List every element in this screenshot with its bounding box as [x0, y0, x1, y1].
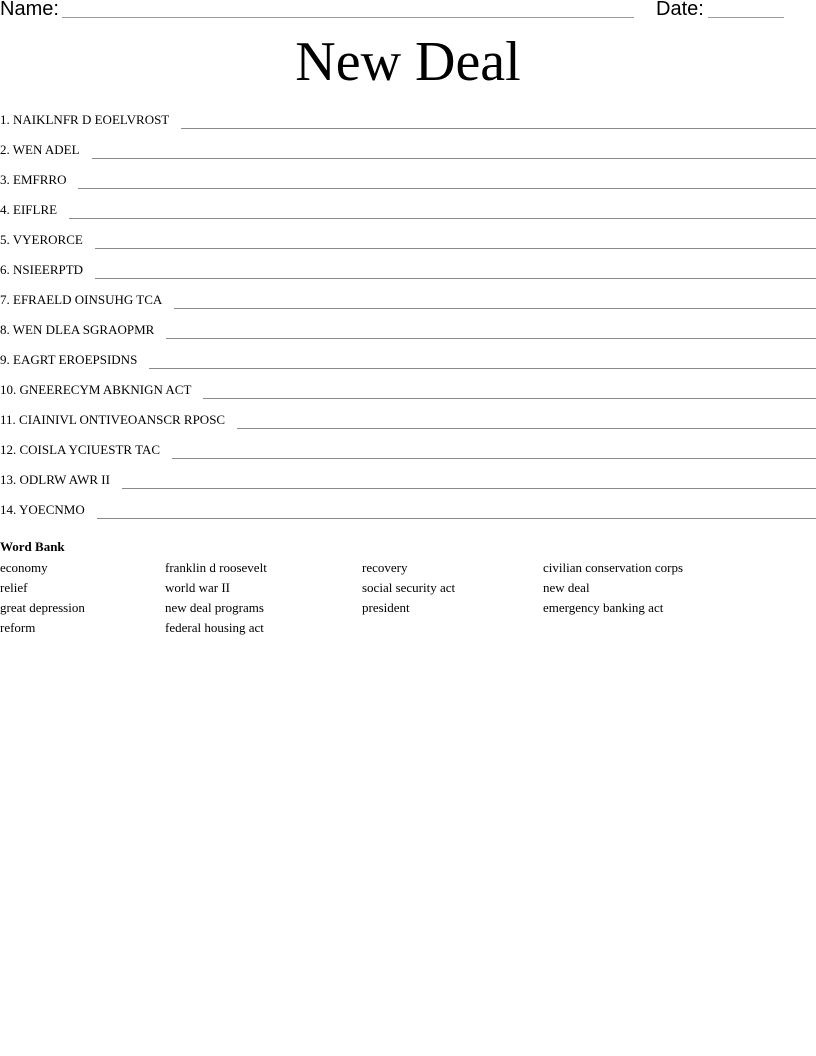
- question-row: [0, 140, 816, 170]
- word-bank-item: franklin d roosevelt: [165, 560, 267, 575]
- word-bank-grid: [0, 558, 816, 648]
- scrambled-word: 10. GNEERECYM ABKNIGN ACT: [0, 382, 192, 397]
- word-bank-column: [362, 558, 455, 618]
- scrambled-word: 9. EAGRT EROEPSIDNS: [0, 352, 138, 367]
- word-bank-item: civilian conservation corps: [543, 560, 684, 575]
- word-bank-item: economy: [0, 560, 48, 575]
- page-title: New Deal: [295, 31, 521, 93]
- name-field[interactable]: [62, 17, 634, 18]
- answer-line[interactable]: [69, 200, 816, 219]
- answer-line[interactable]: [78, 170, 816, 189]
- scrambled-word: 13. ODLRW AWR II: [0, 472, 110, 487]
- answer-line[interactable]: [95, 260, 816, 279]
- answer-line[interactable]: [174, 290, 816, 309]
- answer-line[interactable]: [172, 440, 816, 459]
- question-row: [0, 170, 816, 200]
- question-row: [0, 440, 816, 470]
- word-bank-item: reform: [0, 620, 36, 635]
- date-label: Date:: [656, 0, 704, 20]
- scrambled-word: 1. NAIKLNFR D EOELVROST: [0, 112, 170, 127]
- word-bank-column: [165, 558, 267, 638]
- scrambled-word: 12. COISLA YCIUESTR TAC: [0, 442, 161, 457]
- answer-line[interactable]: [203, 380, 816, 399]
- scrambled-word: 11. CIAINIVL ONTIVEOANSCR RPOSC: [0, 412, 226, 427]
- scrambled-word: 8. WEN DLEA SGRAOPMR: [0, 322, 155, 337]
- question-list: [0, 110, 816, 530]
- question-row: [0, 410, 816, 440]
- answer-line[interactable]: [149, 350, 816, 369]
- word-bank-column: [0, 558, 85, 638]
- word-bank-item: new deal: [543, 580, 590, 595]
- question-row: [0, 200, 816, 230]
- question-row: [0, 320, 816, 350]
- question-row: [0, 470, 816, 500]
- word-bank-item: world war II: [165, 580, 230, 595]
- answer-line[interactable]: [166, 320, 816, 339]
- answer-line[interactable]: [237, 410, 816, 429]
- question-row: [0, 230, 816, 260]
- word-bank-column: [543, 558, 683, 618]
- answer-line[interactable]: [97, 500, 816, 519]
- scrambled-word: 4. EIFLRE: [0, 202, 58, 217]
- answer-line[interactable]: [92, 140, 816, 159]
- scrambled-word: 5. VYERORCE: [0, 232, 83, 247]
- question-row: [0, 380, 816, 410]
- name-label: Name:: [0, 0, 59, 20]
- word-bank-item: great depression: [0, 600, 85, 615]
- question-row: [0, 500, 816, 530]
- word-bank-item: relief: [0, 580, 28, 595]
- answer-line[interactable]: [181, 110, 816, 129]
- scrambled-word: 7. EFRAELD OINSUHG TCA: [0, 292, 163, 307]
- word-bank: [0, 538, 816, 648]
- word-bank-item: recovery: [362, 560, 408, 575]
- worksheet-header: [0, 0, 816, 24]
- question-row: [0, 260, 816, 290]
- scrambled-word: 3. EMFRRO: [0, 172, 67, 187]
- word-bank-item: emergency banking act: [543, 600, 664, 615]
- word-bank-item: federal housing act: [165, 620, 264, 635]
- word-bank-title: Word Bank: [0, 539, 65, 554]
- word-bank-item: new deal programs: [165, 600, 264, 615]
- scrambled-word: 2. WEN ADEL: [0, 142, 80, 157]
- question-row: [0, 350, 816, 380]
- question-row: [0, 110, 816, 140]
- word-bank-item: social security act: [362, 580, 456, 595]
- answer-line[interactable]: [95, 230, 816, 249]
- question-row: [0, 290, 816, 320]
- scrambled-word: 14. YOECNMO: [0, 502, 85, 517]
- answer-line[interactable]: [122, 470, 816, 489]
- date-field[interactable]: [708, 17, 784, 18]
- word-bank-item: president: [362, 600, 410, 615]
- scrambled-word: 6. NSIEERPTD: [0, 262, 84, 277]
